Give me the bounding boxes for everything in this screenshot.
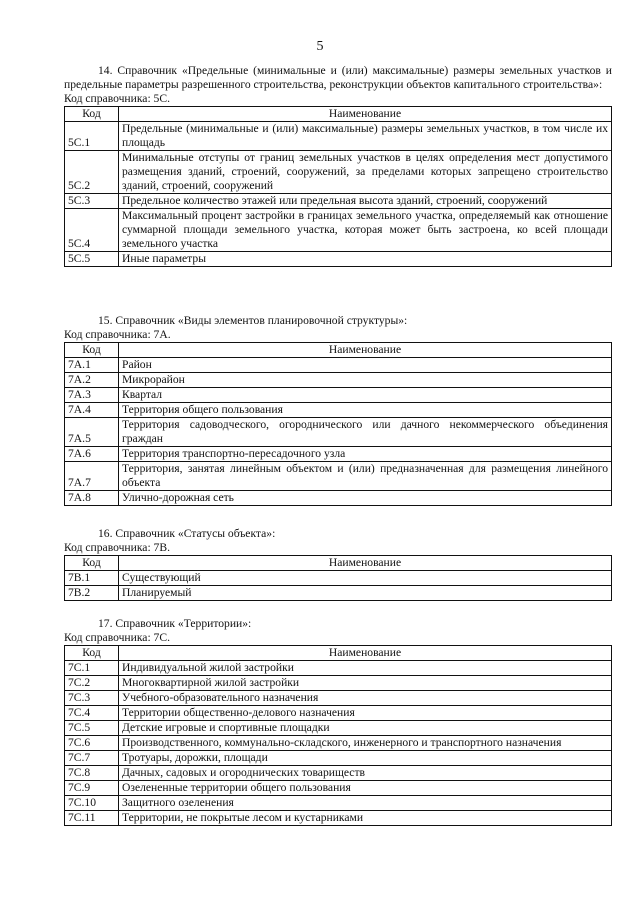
row-name: Предельное количество этажей или предельная высота зданий, строений, сооружений — [119, 194, 612, 209]
row-name: Территория общего пользования — [119, 403, 612, 418]
row-code: 7С.1 — [65, 661, 119, 676]
header-name: Наименование — [119, 646, 612, 661]
table-row — [65, 462, 612, 491]
section-15 — [64, 314, 612, 506]
table-row — [65, 373, 612, 388]
row-code: 7А.6 — [65, 447, 119, 462]
row-name: Существующий — [119, 571, 612, 586]
table-row — [65, 751, 612, 766]
table-row — [65, 796, 612, 811]
row-name: Озелененные территории общего пользования — [119, 781, 612, 796]
header-name: Наименование — [119, 556, 612, 571]
row-name: Район — [119, 358, 612, 373]
section-heading: 16. Справочник «Статусы объекта»: — [98, 527, 276, 540]
row-name: Территории, не покрытые лесом и кустарниками — [119, 811, 612, 826]
table-row — [65, 194, 612, 209]
row-code: 7А.3 — [65, 388, 119, 403]
table-row — [65, 151, 612, 194]
row-name: Территории общественно-делового назначения — [119, 706, 612, 721]
row-name: Тротуары, дорожки, площади — [119, 751, 612, 766]
row-code: 7А.8 — [65, 491, 119, 506]
row-code: 5С.4 — [65, 209, 119, 252]
table-row — [65, 209, 612, 252]
row-code: 7В.1 — [65, 571, 119, 586]
directory-table — [64, 645, 612, 826]
directory-code-label: Код справочника: 5С. — [64, 92, 170, 105]
row-name: Учебного-образовательного назначения — [119, 691, 612, 706]
row-code: 7С.11 — [65, 811, 119, 826]
row-name: Предельные (минимальные и (или) максимальные) размеры земельных участков, в том числе их площадь — [119, 122, 612, 151]
table-row — [65, 811, 612, 826]
row-code: 7С.8 — [65, 766, 119, 781]
row-code: 7С.10 — [65, 796, 119, 811]
table-row — [65, 252, 612, 267]
row-code: 7С.2 — [65, 676, 119, 691]
header-code: Код — [65, 343, 119, 358]
table-row — [65, 736, 612, 751]
row-name: Планируемый — [119, 586, 612, 601]
table-header-row — [65, 107, 612, 122]
row-code: 5С.3 — [65, 194, 119, 209]
row-code: 7А.5 — [65, 418, 119, 447]
section-14 — [64, 64, 612, 267]
row-code: 5С.1 — [65, 122, 119, 151]
section-heading: 17. Справочник «Территории»: — [98, 617, 252, 630]
header-code: Код — [65, 556, 119, 571]
row-name: Защитного озеленения — [119, 796, 612, 811]
directory-table — [64, 555, 612, 601]
row-name: Территория, занятая линейным объектом и (или) предназначенная для размещения линейного объекта — [119, 462, 612, 491]
row-name: Территория транспортно-пересадочного узла — [119, 447, 612, 462]
row-code: 7А.1 — [65, 358, 119, 373]
row-name: Многоквартирной жилой застройки — [119, 676, 612, 691]
section-heading: 14. Справочник «Предельные (минимальные и (или) максимальные) размеры земельных участков и предельные параметры разрешенного строительства, реконструкции объектов капитального строительства»: — [64, 64, 612, 91]
table-row — [65, 403, 612, 418]
row-name: Улично-дорожная сеть — [119, 491, 612, 506]
table-row — [65, 447, 612, 462]
section-heading: 15. Справочник «Виды элементов планировочной структуры»: — [98, 314, 408, 327]
table-row — [65, 706, 612, 721]
directory-table — [64, 342, 612, 506]
row-code: 7С.9 — [65, 781, 119, 796]
section-16 — [64, 527, 612, 601]
table-header-row — [65, 343, 612, 358]
row-name: Детские игровые и спортивные площадки — [119, 721, 612, 736]
table-row — [65, 418, 612, 447]
row-code: 7С.6 — [65, 736, 119, 751]
table-row — [65, 358, 612, 373]
header-name: Наименование — [119, 343, 612, 358]
row-name: Микрорайон — [119, 373, 612, 388]
table-row — [65, 491, 612, 506]
row-name: Дачных, садовых и огороднических товариществ — [119, 766, 612, 781]
row-code: 7А.4 — [65, 403, 119, 418]
row-code: 5С.5 — [65, 252, 119, 267]
section-17 — [64, 617, 612, 826]
row-code: 5С.2 — [65, 151, 119, 194]
row-code: 7А.7 — [65, 462, 119, 491]
table-header-row — [65, 646, 612, 661]
row-code: 7С.7 — [65, 751, 119, 766]
row-code: 7С.5 — [65, 721, 119, 736]
row-name: Иные параметры — [119, 252, 612, 267]
table-row — [65, 661, 612, 676]
page-number: 5 — [316, 39, 324, 54]
row-name: Территория садоводческого, огороднического или дачного некоммерческого объединения граждан — [119, 418, 612, 447]
directory-code-label: Код справочника: 7В. — [64, 541, 170, 554]
row-code: 7С.4 — [65, 706, 119, 721]
row-code: 7С.3 — [65, 691, 119, 706]
table-row — [65, 388, 612, 403]
table-row — [65, 571, 612, 586]
table-row — [65, 766, 612, 781]
row-name: Квартал — [119, 388, 612, 403]
table-row — [65, 721, 612, 736]
directory-code-label: Код справочника: 7А. — [64, 328, 171, 341]
row-name: Производственного, коммунально-складского, инженерного и транспортного назначения — [119, 736, 612, 751]
row-name: Максимальный процент застройки в границах земельного участка, определяемый как отношение суммарной площади земельного участка, которая может быть застроена, ко всей площади земельного участка — [119, 209, 612, 252]
table-row — [65, 781, 612, 796]
row-code: 7В.2 — [65, 586, 119, 601]
table-header-row — [65, 556, 612, 571]
table-row — [65, 586, 612, 601]
header-code: Код — [65, 107, 119, 122]
row-name: Минимальные отступы от границ земельных участков в целях определения мест допустимого размещения зданий, строений, сооружений, за пределами которых запрещено строительство зданий, строений, сооружений — [119, 151, 612, 194]
directory-code-label: Код справочника: 7С. — [64, 631, 170, 644]
table-row — [65, 122, 612, 151]
directory-table — [64, 106, 612, 267]
row-name: Индивидуальной жилой застройки — [119, 661, 612, 676]
table-row — [65, 676, 612, 691]
header-name: Наименование — [119, 107, 612, 122]
row-code: 7А.2 — [65, 373, 119, 388]
table-row — [65, 691, 612, 706]
header-code: Код — [65, 646, 119, 661]
